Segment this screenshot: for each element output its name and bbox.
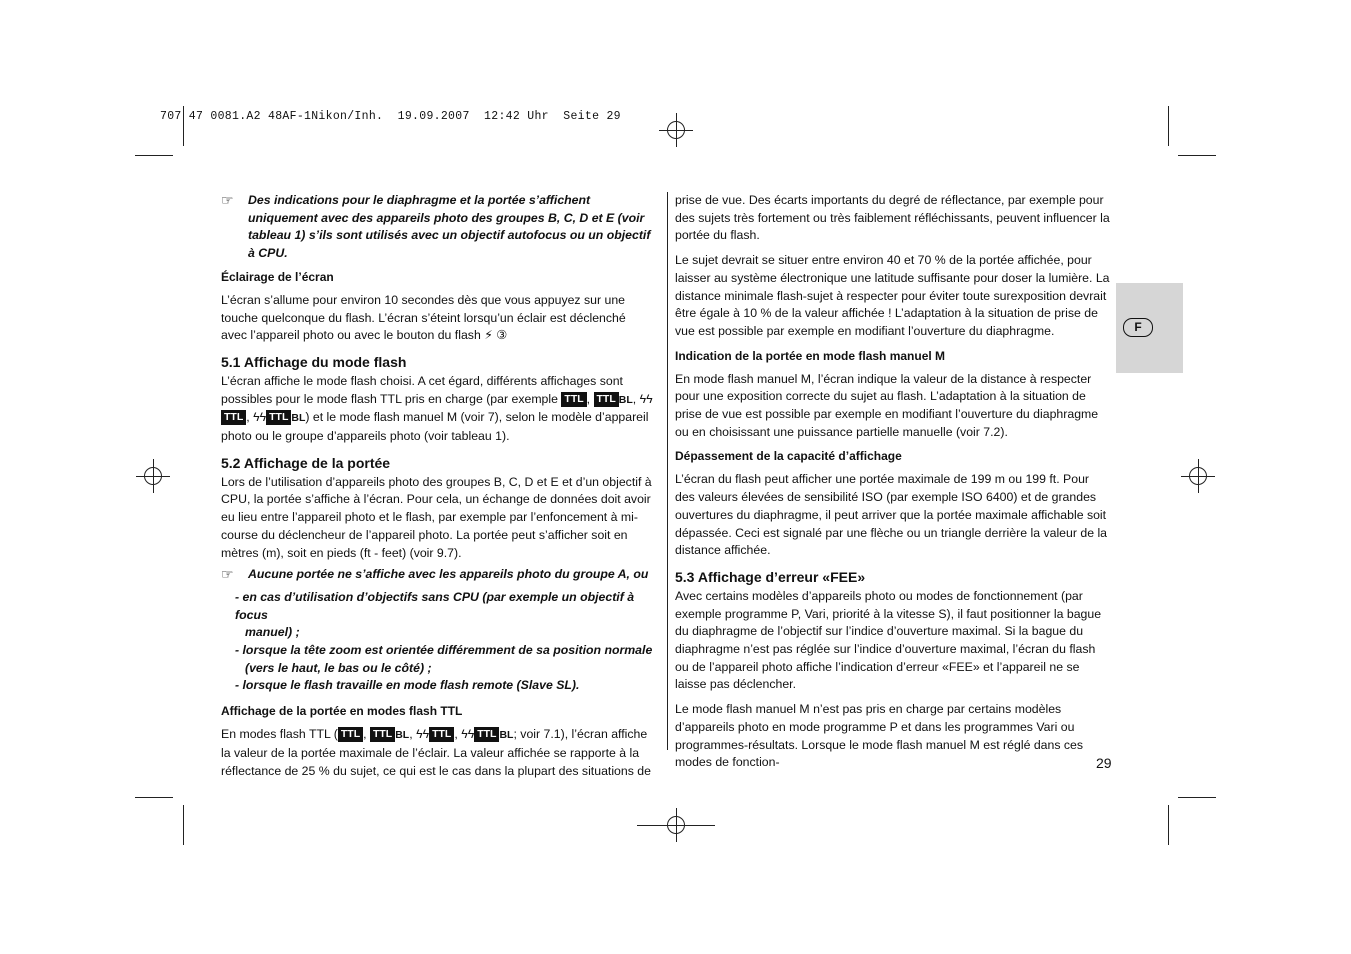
registration-line: [637, 825, 715, 826]
list-item: - lorsque le flash travaille en mode flash remote (Slave SL).: [235, 678, 580, 693]
paragraph: L’écran affiche le mode flash choisi. A cet égard, différents affichages sont possibles pour le mode flash TTL pris en charge (par exemple TTL , TTL BL, ϟϟTTL , ϟϟ TTL BL) et le mode flash manuel M (voir 7), selon le modèle d’appareil photo ou le groupe d’appareils photo (voir tableau 1).: [221, 373, 653, 444]
paragraph: Le sujet devrait se situer entre environ 40 et 70 % de la portée affichée, pour laisser au système électronique une latitude suffisante pour doser la lumière. La distance minimale flash-sujet à respecter pour éviter toute surexposition devrait être égale à 10 % de la valeur affichée ! L’adaptation à la situation de prise de vue est possible par exemple en modifiant l’ouverture du diaphragme.: [675, 253, 1110, 338]
ttl-badge-icon: TTL: [474, 727, 499, 742]
crop-mark: [1168, 805, 1169, 845]
double-lightning-icon: ϟϟ: [639, 391, 653, 406]
ttl-badge-icon: TTL: [266, 410, 291, 425]
crop-mark: [1178, 797, 1216, 798]
crop-mark: [1168, 106, 1169, 146]
ttl-badge-icon: TTL: [338, 727, 363, 742]
crop-mark: [183, 805, 184, 845]
crop-mark: [135, 797, 173, 798]
paragraph: L’écran s’allume pour environ 10 secondes dès que vous appuyez sur une touche quelconque du flash. L’écran s’éteint lorsqu’un éclair est déclenché avec l’appareil photo ou avec le bouton du flash ⚡ ③: [221, 292, 626, 343]
registration-mark-icon: [1181, 459, 1215, 493]
ttl-badge-icon: TTL: [594, 392, 619, 407]
note-text: Des indications pour le diaphragme et la portée s’affichent uniquement avec des appareils photo des groupes B, C, D et E (voir tableau 1) s’ils sont utilisés avec un objectif autofocus ou un objectif à CPU.: [248, 193, 651, 261]
note-block: [221, 192, 655, 263]
ttl-badge-icon: TTL: [561, 392, 586, 407]
registration-mark-icon: [659, 113, 693, 147]
ttl-badge-icon: TTL: [429, 727, 454, 742]
page-number: 29: [1096, 755, 1112, 771]
section-heading: Dépassement de la capacité d’affichage: [675, 449, 902, 464]
column-divider: [667, 192, 668, 750]
double-lightning-icon: ϟϟ: [461, 727, 475, 742]
paragraph: prise de vue. Des écarts importants du degré de réflectance, par exemple pour des sujets très fortement ou très faiblement réfléchissants, peuvent influencer la portée du flash.: [675, 193, 1110, 243]
crop-mark: [135, 155, 173, 156]
pointing-hand-icon: ☞: [221, 566, 234, 583]
paragraph: L’écran du flash peut afficher une portée maximale de 199 m ou 199 ft. Pour des valeurs élevées de sensibilité ISO (par exemple ISO 6400) et de grandes ouvertures du diaphragme, il peut arriver que la portée maximale affichable soit dépassée. Ceci est signalé par une flèche ou un triangle derrière la valeur de la distance affichée.: [675, 472, 1108, 558]
section-heading: Affichage de la portée en modes flash TTL: [221, 704, 463, 719]
note-text: Aucune portée ne s’affiche avec les appareils photo du groupe A, ou: [248, 567, 649, 582]
pointing-hand-icon: ☞: [221, 192, 234, 208]
double-lightning-icon: ϟϟ: [253, 410, 267, 425]
lightning-icon: ⚡: [484, 328, 493, 343]
section-heading: Éclairage de l’écran: [221, 269, 334, 284]
paragraph: Le mode flash manuel M n’est pas pris en charge par certains modèles d’appareils photo en mode programme P et dans les programmes Vari ou programmes-résultats. Lorsque le mode flash manuel M est réglé dans ces modes de fonction-: [675, 702, 1084, 770]
print-slug-line: 707 47 0081.A2 48AF-1Nikon/Inh. 19.09.2007 12:42 Uhr Seite 29: [160, 110, 621, 123]
section-heading-5-1: 5.1 Affichage du mode flash: [221, 353, 407, 370]
paragraph: En mode flash manuel M, l’écran indique la valeur de la distance à respecter pour une exposition correcte du sujet au flash. L’adaptation à la situation de prise de vue est possible par exemple en modifiant l’ouverture du diaphragme ou en choisissant une puissance partielle manuelle (voir 7.2).: [675, 371, 1099, 439]
left-column: [221, 192, 655, 787]
right-column: [675, 192, 1111, 779]
list-item: - en cas d’utilisation d’objectifs sans CPU (par exemple un objectif à focus manuel) ;: [235, 589, 635, 640]
language-tab-label: F: [1123, 318, 1153, 337]
note-block: [221, 566, 655, 584]
language-tab: [1116, 283, 1183, 373]
paragraph: En modes flash TTL ( TTL , TTL BL, ϟϟ TTL , ϟϟ TTL BL; voir 7.1), l’écran affiche la valeur de la portée maximale de l’éclair. La valeur affichée se rapporte à la réflectance de 25 % du sujet, ce qui est le cas dans la plupart des situations de: [221, 727, 651, 778]
paragraph: Lors de l’utilisation d’appareils photo des groupes B, C, D et E et d’un objectif à CPU, la portée s’affiche à l’écran. Pour cela, un échange de données doit avoir eu lieu entre l’appareil photo et le flash, par exemple par l’enfoncement à mi-course du déclencheur de l’appareil photo. La portée peut s’afficher soit en mètres (m), soit en pieds (ft - feet) (voir 9.7).: [221, 474, 652, 560]
paragraph: Avec certains modèles d’appareils photo ou modes de fonctionnement (par exemple programme P, Vari, priorité à la vitesse S), il faut positionner la bague du diaphragme de l’objectif sur l’indice d’ouverture maximal. Si la bague du diaphragme n’est pas réglée sur l’indice d’ouverture maximal, l’écran du flash ou de l’appareil photo affiche l’indication d’erreur «FEE» et l’appareil ne se laisse pas déclencher.: [675, 588, 1102, 692]
section-heading-5-3: 5.3 Affichage d’erreur «FEE»: [675, 568, 866, 585]
list-item: - lorsque la tête zoom est orientée différemment de sa position normale (vers le haut, le bas ou le côté) ;: [235, 643, 653, 675]
registration-mark-icon: [136, 459, 170, 493]
section-heading: Indication de la portée en mode flash manuel M: [675, 348, 946, 363]
ttl-badge-icon: TTL: [370, 727, 395, 742]
crop-mark: [1178, 155, 1216, 156]
double-lightning-icon: ϟϟ: [416, 727, 430, 742]
section-heading-5-2: 5.2 Affichage de la portée: [221, 454, 391, 471]
ttl-badge-icon: TTL: [221, 410, 246, 425]
